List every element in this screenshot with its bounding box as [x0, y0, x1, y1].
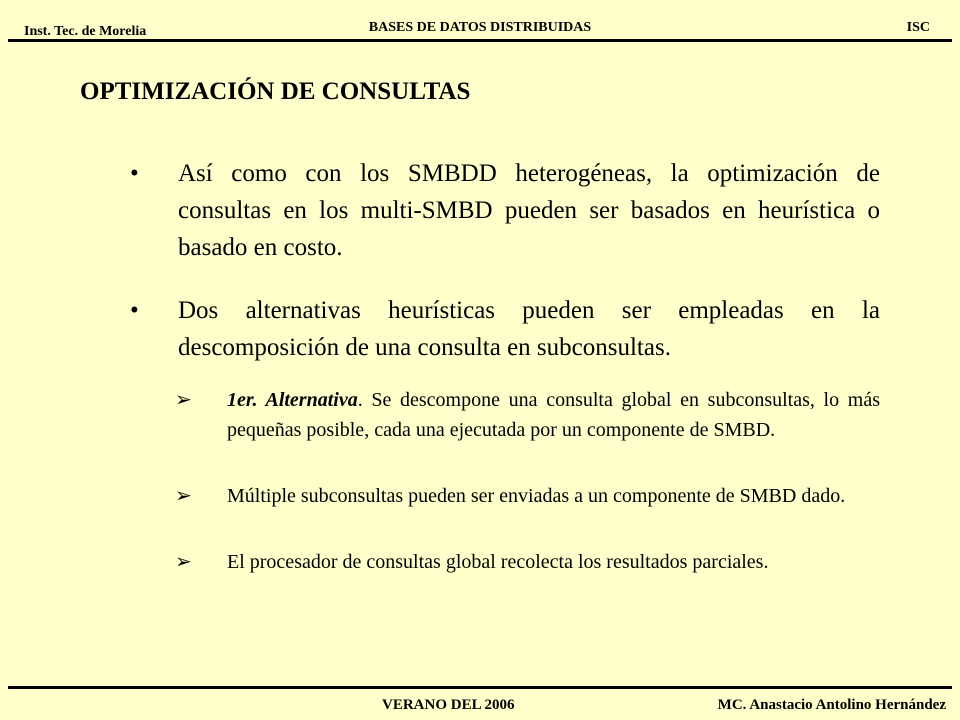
arrow-bullet-icon: ➢ — [175, 485, 192, 507]
header-divider — [8, 39, 952, 42]
subbullet-body: . Se descompone una consulta global en subconsultas, lo más pequeñas posible, cada una ejecutada por un componente de SMBD. — [227, 389, 880, 441]
footer-divider — [8, 686, 952, 689]
subbullet-item — [175, 385, 880, 445]
bullet-dot-icon: • — [130, 297, 139, 324]
bullet-dot-icon: • — [130, 160, 139, 187]
bullet-item — [130, 155, 880, 266]
arrow-bullet-icon: ➢ — [175, 389, 192, 411]
bullet-text: Dos alternativas heurísticas pueden ser empleadas en la descomposición de una consulta en subconsultas. — [178, 297, 880, 361]
footer-term: VERANO DEL 2006 — [382, 697, 515, 713]
header-course-title: BASES DE DATOS DISTRIBUIDAS — [368, 20, 592, 35]
subbullet-item — [175, 547, 880, 577]
header-program: ISC — [906, 20, 930, 35]
bullet-item — [130, 292, 880, 366]
subbullet-text — [227, 385, 880, 445]
arrow-bullet-icon: ➢ — [175, 551, 192, 573]
header-institution: Inst. Tec. de Morelia — [24, 24, 147, 39]
slide-title: OPTIMIZACIÓN DE CONSULTAS — [80, 78, 471, 105]
subbullet-text: El procesador de consultas global recolecta los resultados parciales. — [227, 551, 769, 573]
bullet-text: Así como con los SMBDD heterogéneas, la optimización de consultas en los multi-SMBD pueden ser basados en heurística o basado en costo. — [178, 160, 880, 261]
footer-author: MC. Anastacio Antolino Hernández — [717, 697, 946, 713]
subbullet-item — [175, 481, 880, 511]
subbullet-emphasis: 1er. Alternativa — [227, 389, 358, 411]
subbullet-text: Múltiple subconsultas pueden ser enviadas a un componente de SMBD dado. — [227, 485, 846, 507]
